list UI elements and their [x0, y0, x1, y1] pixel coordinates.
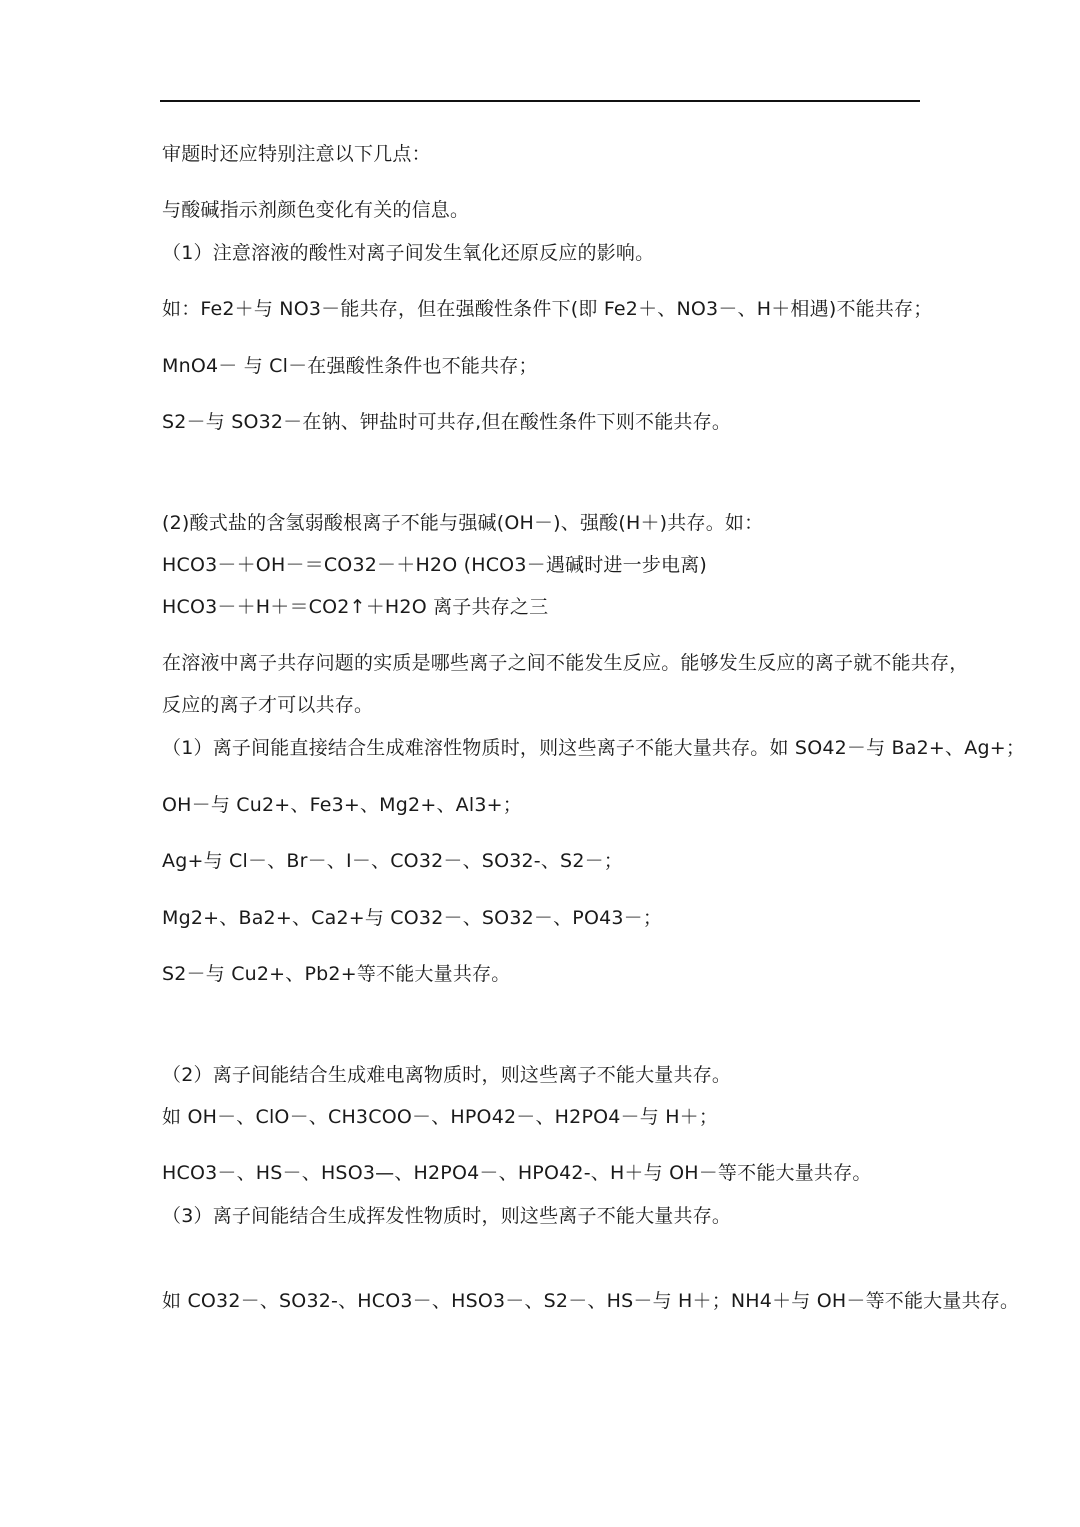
text-line-2: 与酸碱指示剂颜色变化有关的信息。: [162, 199, 470, 221]
text-line-15: Mg2+、Ba2+、Ca2+与 CO32－、SO32－、PO43－；: [162, 907, 663, 929]
text-line-6: S2－与 SO32－在钠、钾盐时可共存,但在酸性条件下则不能共存。: [162, 411, 732, 433]
text-line-21: 如 CO32－、SO32-、HCO3－、HSO3－、S2－、HS－与 H＋；NH4＋与 OH－等不能大量共存。: [162, 1290, 1020, 1312]
text-line-20: （3）离子间能结合生成挥发性物质时，则这些离子不能大量共存。: [162, 1205, 732, 1227]
header-rule: [160, 100, 920, 102]
text-line-10: 在溶液中离子共存问题的实质是哪些离子之间不能发生反应。能够发生反应的离子就不能共存，: [162, 652, 969, 674]
text-line-13: OH－与 Cu2+、Fe3+、Mg2+、Al3+；: [162, 794, 522, 816]
text-line-19: HCO3－、HS－、HSO3—、H2PO4－、HPO42-、H＋与 OH－等不能大量共存。: [162, 1162, 872, 1184]
text-line-7: (2)酸式盐的含氢弱酸根离子不能与强碱(OH－)、强酸(H＋)共存。如：: [162, 512, 764, 534]
text-line-1: 审题时还应特别注意以下几点：: [162, 143, 431, 165]
text-line-8: HCO3－＋OH－＝CO32－＋H2O (HCO3－遇碱时进一步电离): [162, 554, 708, 576]
text-line-5: MnO4－ 与 Cl－在强酸性条件也不能共存；: [162, 355, 538, 377]
text-line-9: HCO3－＋H＋＝CO2↑＋H2O 离子共存之三: [162, 596, 549, 618]
text-line-17: （2）离子间能结合生成难电离物质时，则这些离子不能大量共存。: [162, 1064, 732, 1086]
text-line-12: （1）离子间能直接结合生成难溶性物质时，则这些离子不能大量共存。如 SO42－与 Ba2+、Ag+；: [162, 737, 1026, 759]
text-line-3: （1）注意溶液的酸性对离子间发生氧化还原反应的影响。: [162, 242, 655, 264]
text-line-14: Ag+与 Cl－、Br－、I－、CO32－、SO32-、S2－；: [162, 850, 624, 872]
text-line-11: 反应的离子才可以共存。: [162, 694, 374, 716]
text-line-18: 如 OH－、ClO－、CH3COO－、HPO42－、H2PO4－与 H＋；: [162, 1106, 719, 1128]
text-line-4: 如：Fe2＋与 NO3－能共存，但在强酸性条件下(即 Fe2＋、NO3－、H＋相遇)不能共存；: [162, 298, 933, 320]
text-line-16: S2－与 Cu2+、Pb2+等不能大量共存。: [162, 963, 511, 985]
